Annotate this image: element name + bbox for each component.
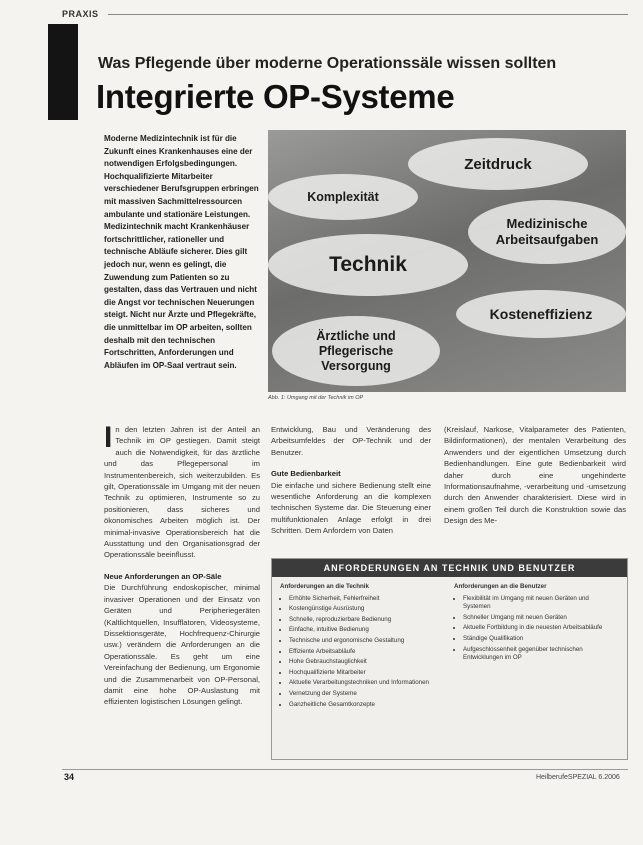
section-rule: [108, 14, 628, 15]
list-item: • Hochqualifizierte Mitarbeiter: [289, 669, 448, 678]
col2-paragraph-1: Entwicklung, Bau und Veränderung des Arbeitsumfeldes der OP-Technik und der Benutzer.: [271, 425, 431, 457]
list-item: • Schneller Umgang mit neuen Geräten: [463, 614, 618, 623]
label-kosteneffizienz: Kosteneffizienz: [456, 290, 626, 338]
label-komplexitaet: Komplexität: [268, 174, 418, 220]
article-title: Integrierte OP-Systeme: [96, 78, 455, 115]
list-item: • Technische und ergonomische Gestaltung: [289, 637, 448, 646]
list-item: • Ganzheitliche Gesamtkonzepte: [289, 701, 448, 710]
article-kicker: Was Pflegende über moderne Operationssäle wissen sollten: [98, 55, 557, 72]
page-number: 34: [64, 772, 75, 782]
journal-footer: HeilberufeSPEZIAL 6.2006: [536, 774, 620, 781]
body-column-3: [444, 424, 626, 537]
list-item: • Schnelle, reproduzierbare Bedienung: [289, 616, 448, 625]
section-label: PRAXIS: [62, 9, 99, 19]
col3-paragraph-1: (Kreislauf, Narkose, Vitalparameter des Patienten, Bildinformationen), der mentalen Verarbeitung des Anwenders und der eigentlichen Umsetzung durch Bedienhandlungen. Eine gute Bedienbarkeit wird daher durch eine ungehinderte Informationsaufnahme, -verarbeitung und -umsetzung durch den Anwender charakterisiert. Diese wird in einem großen Teil durch die Konstruktion sowie das Design des Me-: [444, 425, 626, 526]
col2-paragraph-2: Die einfache und sichere Bedienung stellt eine wesentliche Anforderung an die komplexen technischen Systeme dar. Die Steuerung einer multifunktionalen Anlage erfolgt in drei Schritten. Dem Anfordern von Daten: [271, 480, 431, 536]
figure-image: [268, 130, 626, 392]
figure-caption: Abb. 1: Umgang mit der Technik im OP: [268, 395, 364, 401]
list-item: • Aufgeschlossenheit gegenüber technischen Entwicklungen im OP: [463, 646, 618, 663]
article-intro: [104, 133, 262, 372]
box-left-heading: Anforderungen an die Technik: [280, 583, 369, 590]
list-item: • Einfache, intuitive Bedienung: [289, 626, 448, 635]
body-paragraph: [104, 421, 260, 561]
requirements-box: [271, 558, 628, 760]
col1-paragraph-2: Die Durchführung endoskopischer, minimal invasiver Operationen und der Einsatz von Geräten und Peripheriegeräten (Kaltlichtquellen, Insufflatoren, Videosysteme, Dissektionsgeräte, Hochfrequenz-Chirurgie usw.) verändern die Anforderungen an die Operationssäle. Es geht um eine Vereinfachung der Bedienung, um Ergonomie und die Zusammenarbeit von OP-Personal, damit eine hohe OP-Auslastung mit effizienten logistischen Lösungen gelingt.: [104, 583, 260, 707]
list-item: • Aktuelle Verarbeitungstechniken und Informationen: [289, 679, 448, 688]
list-item: • Hohe Gebrauchstauglichkeit: [289, 658, 448, 667]
list-item: • Aktuelle Fortbildung in die neuesten Arbeitsabläufe: [463, 624, 618, 633]
box-right-heading: Anforderungen an die Benutzer: [454, 583, 547, 590]
subheading-neue-anforderungen: Neue Anforderungen an OP-Säle: [104, 571, 222, 581]
label-medizinische-arbeitsaufgaben: Medizinische Arbeitsaufgaben: [468, 200, 626, 264]
list-item: • Effiziente Arbeitsabläufe: [289, 648, 448, 657]
intro-text: Moderne Medizintechnik ist für die Zukunft eines Krankenhauses eine der notwendigen Erfolgsbedingungen. Hochqualifizierte Mitarbeiter verschiedener Berufsgruppen erbringen mit massiven Sachmittelressourcen ambulante und stationäre Leistungen. Medizintechnik macht Krankenhäuser fortschrittlicher, rationeller und technische Abläufe sicherer. Dies gilt jedoch nur, wenn es gelingt, die Zuwendung zum Patienten so zu gestalten, dass das Vertrauen und nicht die Angst vor technischen Neuerungen steigt. Nicht nur Ärzte und Pflegekräfte, die unmittelbar im OP arbeiten, sollten deshalb mit den technischen Fortschritten, Anforderungen und Abläufen im OP-Saal vertraut sein.: [104, 134, 259, 370]
body-column-2: [271, 424, 431, 547]
list-item: • Erhöhte Sicherheit, Fehlerfreiheit: [289, 595, 448, 604]
list-item: • Flexibilität im Umgang mit neuen Geräten und Systemen: [463, 595, 618, 612]
requirements-box-title: ANFORDERUNGEN AN TECHNIK UND BENUTZER: [272, 559, 627, 577]
label-zeitdruck: Zeitdruck: [408, 138, 588, 190]
subheading-gute-bedienbarkeit: Gute Bedienbarkeit: [271, 469, 341, 479]
label-technik: Technik: [268, 234, 468, 296]
col1-paragraph-1: n den letzten Jahren ist der Anteil an Technik im OP gestiegen. Damit steigt auch die Notwendigkeit, für das ärztliche und das Pflegepersonal im Instrumentenbereich, sich weiterzubilden. Es gilt, Operationssäle im Umgang mit der neuen Technik zu optimieren, Instrumente so zu positionieren, dass sicheres und ökonomisches Arbeiten möglich ist. Der minimal-invasive Operationsbereich hat die Ausstattung und den Organisationsgrad der Operationssäle beeinflusst.: [104, 425, 260, 560]
body-column-1: [104, 421, 260, 718]
box-left-list: [280, 595, 448, 710]
drop-cap: I: [104, 421, 113, 454]
footer-rule: [62, 769, 628, 770]
box-right-list: [454, 595, 618, 663]
box-column-technik: [280, 583, 448, 711]
decorative-black-bar: [48, 24, 78, 120]
box-column-benutzer: [454, 583, 618, 665]
list-item: • Vernetzung der Systeme: [289, 690, 448, 699]
list-item: • Ständige Qualifikation: [463, 635, 618, 644]
list-item: • Kostengünstige Ausrüstung: [289, 605, 448, 614]
label-versorgung: Ärztliche und Pflegerische Versorgung: [272, 316, 440, 386]
